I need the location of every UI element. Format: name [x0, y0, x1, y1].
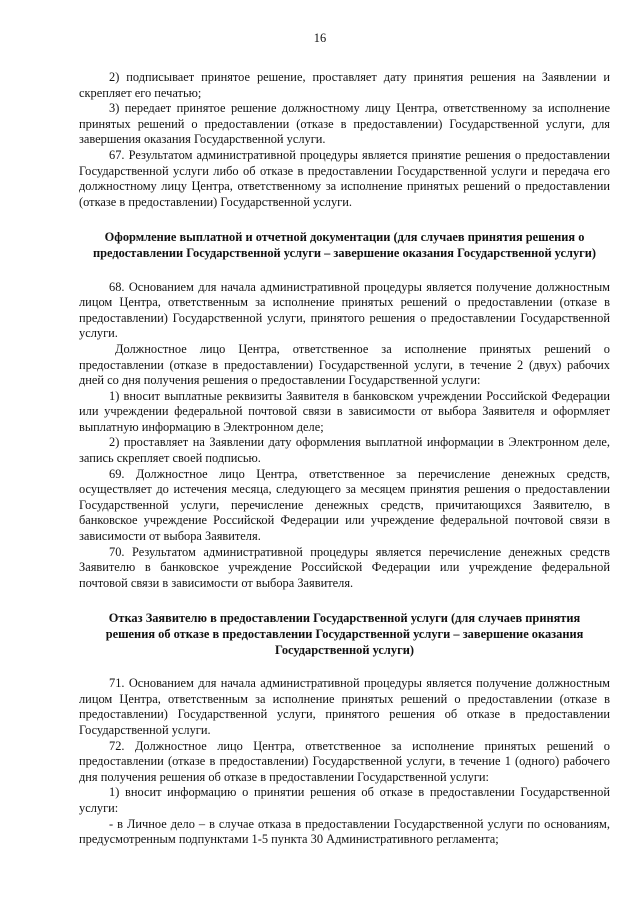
paragraph: 3) передает принятое решение должностному лицу Центра, ответственному за исполнение принятых решений о предоставлении (отказе в предоставлении) Государственной услуги, для завершения оказания Государственной услуги. — [79, 101, 610, 147]
paragraph: 67. Результатом административной процедуры является принятие решения о предоставлении Государственной услуги либо об отказе в предоставлении Государственной услуги и передача его должностному лицу Центра, ответственному за исполнение принятых решений о предоставлении (отказе в предоставлении) Государственной услуги. — [79, 147, 610, 209]
paragraph: 69. Должностное лицо Центра, ответственное за перечисление денежных средств, осуществляет до истечения месяца, следующего за месяцем принятия решения о предоставлении Государственной услуги, перечисление денежных средств, причитающихся Заявителю, в банковское учреждение Российской Федерации или учреждение федеральной почтовой связи в зависимости от выбора Заявителя. — [79, 466, 610, 544]
paragraph: 1) вносит информацию о принятии решения об отказе в предоставлении Государственной услуги: — [79, 785, 610, 815]
section-heading-refusal: Отказ Заявителю в предоставлении Государственной услуги (для случаев принятия решения об отказе в предоставлении Государственной услуги – завершение оказания Государственной услуги) — [105, 611, 584, 657]
section-heading-payment-documentation: Оформление выплатной и отчетной документации (для случаев принятия решения о предоставлении Государственной услуги – завершение оказания Государственной услуги) — [92, 230, 597, 260]
paragraph: 72. Должностное лицо Центра, ответственное за исполнение принятых решений о предоставлении (отказе в предоставлении) Государственной услуги, в течение 1 (одного) рабочего дня получения решения об отказе в предоставлении Государственной услуги: — [79, 738, 610, 784]
paragraph: - в Личное дело – в случае отказа в предоставлении Государственной услуги по основаниям, предусмотренным подпунктами 1-5 пункта 30 Административного регламента; — [79, 816, 610, 847]
paragraph: 70. Результатом административной процедуры является перечисление денежных средств Заявителю в банковское учреждение Российской Федерации или учреждение федеральной почтовой связи в зависимости от выбора Заявителя. — [79, 544, 610, 590]
document-body — [79, 70, 610, 848]
page-number: 16 — [313, 31, 327, 45]
paragraph: 1) вносит выплатные реквизиты Заявителя в банковском учреждении Российской Федерации или учреждении федеральной почтовой связи в зависимости от выбора Заявителя и оформляет выплатную информацию в Электронном деле; — [79, 388, 610, 434]
paragraph: 71. Основанием для начала административной процедуры является получение должностным лицом Центра, ответственным за исполнение принятых решений о предоставлении (отказе в предоставлении) Государственной услуги, принятого решения об отказе в предоставлении Государственной услуги. — [79, 676, 610, 737]
paragraph: Должностное лицо Центра, ответственное за исполнение принятых решений о предоставлении (отказе в предоставлении) Государственной услуги, в течение 2 (двух) рабочих дней со дня получения решения о предоставлении Государственной услуги: — [79, 341, 610, 388]
paragraph: 2) подписывает принятое решение, проставляет дату принятия решения на Заявлении и скрепляет его печатью; — [79, 70, 610, 100]
paragraph: 68. Основанием для начала административной процедуры является получение должностным лицом Центра, ответственным за исполнение принятых решений о предоставлении (отказе в предоставлении) Государственной услуги, принятого решения о предоставлении Государственной услуги. — [79, 279, 610, 341]
paragraph: 2) проставляет на Заявлении дату оформления выплатной информации в Электронном деле, запись скрепляет своей подписью. — [79, 435, 610, 466]
